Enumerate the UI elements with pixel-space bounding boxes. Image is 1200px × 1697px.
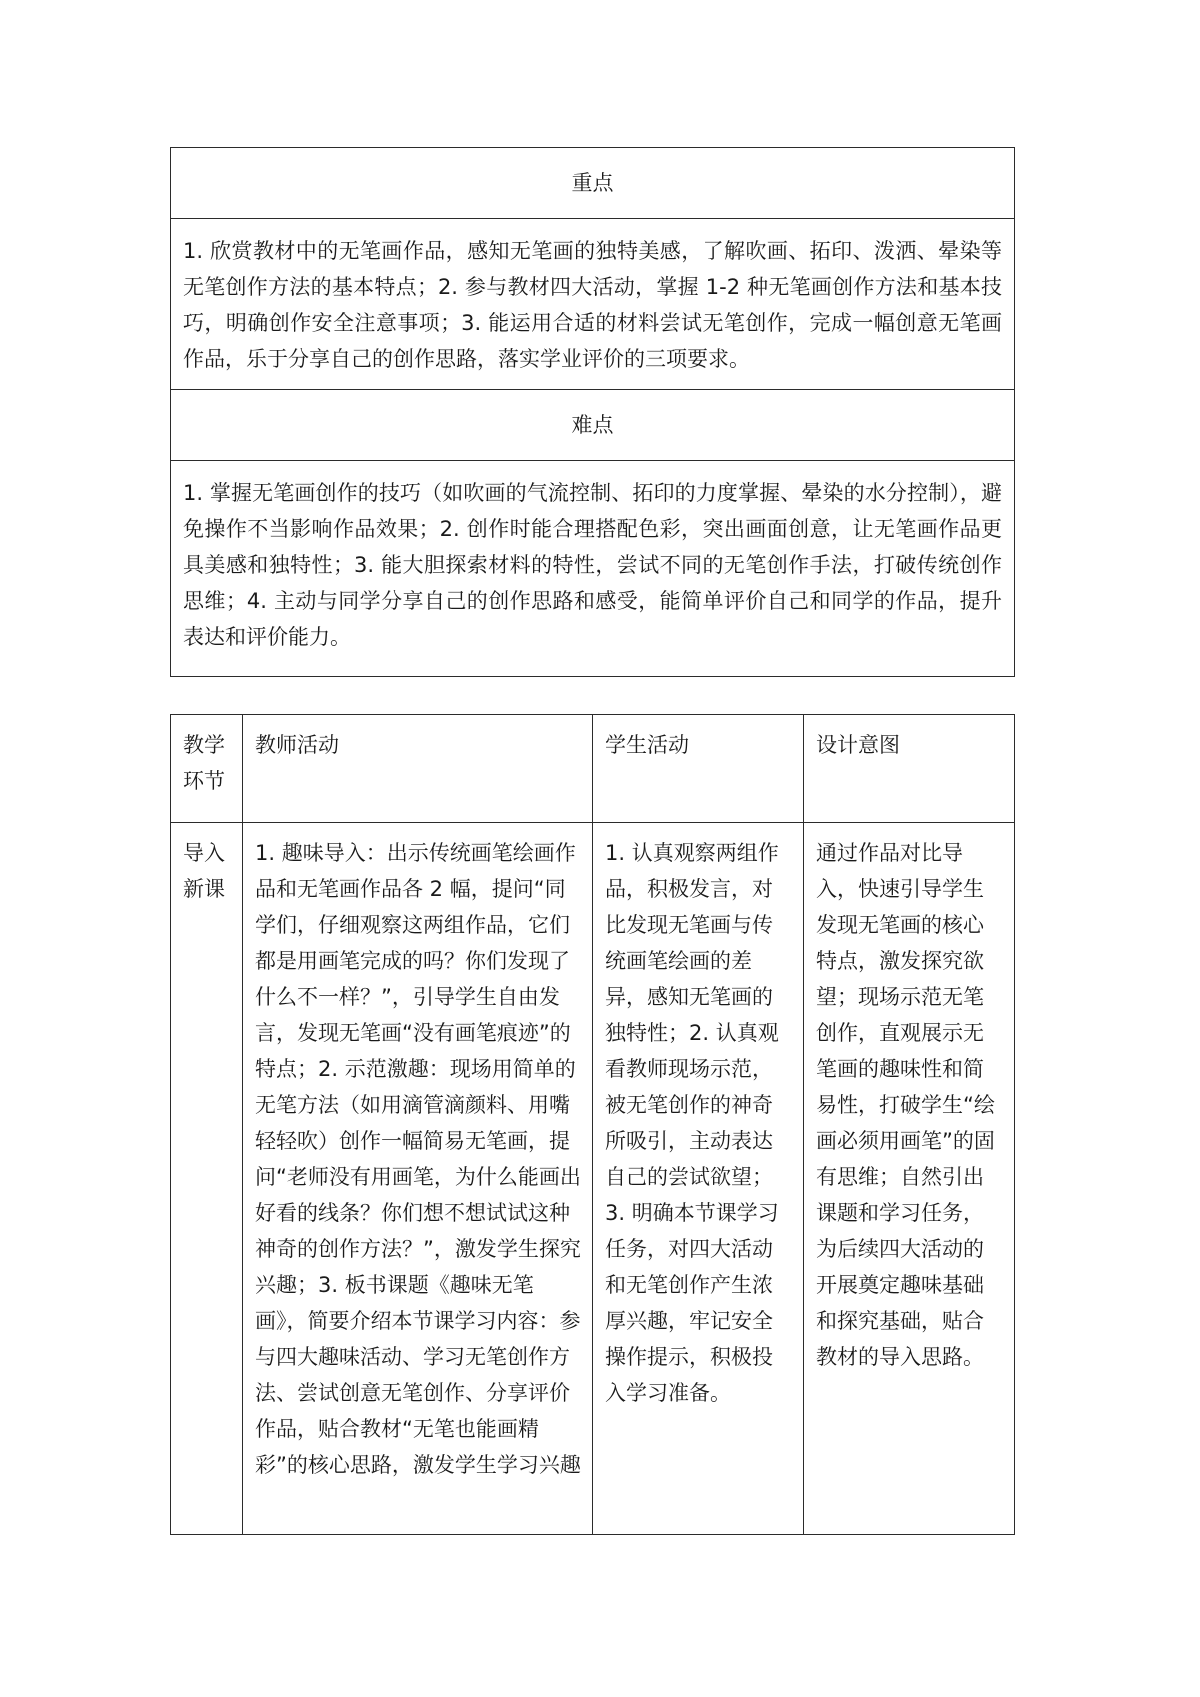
stage-cell: 导入新课 bbox=[171, 823, 243, 1535]
key-points-body: 1. 欣赏教材中的无笔画作品，感知无笔画的独特美感，了解吹画、拓印、泼洒、晕染等无笔创作方法的基本特点；2. 参与教材四大活动，掌握 1-2 种无笔画创作方法和基本技巧，明确创作安全注意事项；3. 能运用合适的材料尝试无笔创作，完成一幅创意无笔画作品，乐于分享自己的创作思路，落实学业评价的三项要求。 bbox=[171, 219, 1015, 390]
key-points-header: 重点 bbox=[171, 148, 1015, 219]
difficult-points-body: 1. 掌握无笔画创作的技巧（如吹画的气流控制、拓印的力度掌握、晕染的水分控制），避免操作不当影响作品效果；2. 创作时能合理搭配色彩，突出画面创意，让无笔画作品更具美感和独特性；3. 能大胆探索材料的特性，尝试不同的无笔创作手法，打破传统创作思维；4. 主动与同学分享自己的创作思路和感受，能简单评价自己和同学的作品，提升表达和评价能力。 bbox=[171, 461, 1015, 677]
student-activity-cell: 1. 认真观察两组作品，积极发言，对比发现无笔画与传统画笔绘画的差异，感知无笔画的独特性；2. 认真观看教师现场示范，被无笔创作的神奇所吸引，主动表达自己的尝试欲望；3. 明确本节课学习任务，对四大活动和无笔创作产生浓厚兴趣，牢记安全操作提示，积极投入学习准备。 bbox=[593, 823, 804, 1535]
table-header-row bbox=[171, 715, 1015, 823]
header-design-intent: 设计意图 bbox=[804, 715, 1015, 823]
header-student-activity: 学生活动 bbox=[593, 715, 804, 823]
teaching-process-table bbox=[170, 714, 1015, 1535]
key-points-table bbox=[170, 147, 1015, 677]
header-teacher-activity: 教师活动 bbox=[243, 715, 593, 823]
table-row bbox=[171, 823, 1015, 1535]
teacher-activity-cell: 1. 趣味导入：出示传统画笔绘画作品和无笔画作品各 2 幅，提问“同学们，仔细观察这两组作品，它们都是用画笔完成的吗？你们发现了什么不一样？”，引导学生自由发言，发现无笔画“没有画笔痕迹”的特点；2. 示范激趣：现场用简单的无笔方法（如用滴管滴颜料、用嘴轻轻吹）创作一幅简易无笔画，提问“老师没有用画笔，为什么能画出好看的线条？你们想不想试试这种神奇的创作方法？”，激发学生探究兴趣；3. 板书课题《趣味无笔画》，简要介绍本节课学习内容：参与四大趣味活动、学习无笔创作方法、尝试创意无笔创作、分享评价作品，贴合教材“无笔也能画精彩”的核心思路，激发学生学习兴趣 bbox=[243, 823, 593, 1535]
difficult-points-header: 难点 bbox=[171, 390, 1015, 461]
header-stage: 教学环节 bbox=[171, 715, 243, 823]
design-intent-cell: 通过作品对比导入，快速引导学生发现无笔画的核心特点，激发探究欲望；现场示范无笔创作，直观展示无笔画的趣味性和简易性，打破学生“绘画必须用画笔”的固有思维；自然引出课题和学习任务，为后续四大活动的开展奠定趣味基础和探究基础，贴合教材的导入思路。 bbox=[804, 823, 1015, 1535]
